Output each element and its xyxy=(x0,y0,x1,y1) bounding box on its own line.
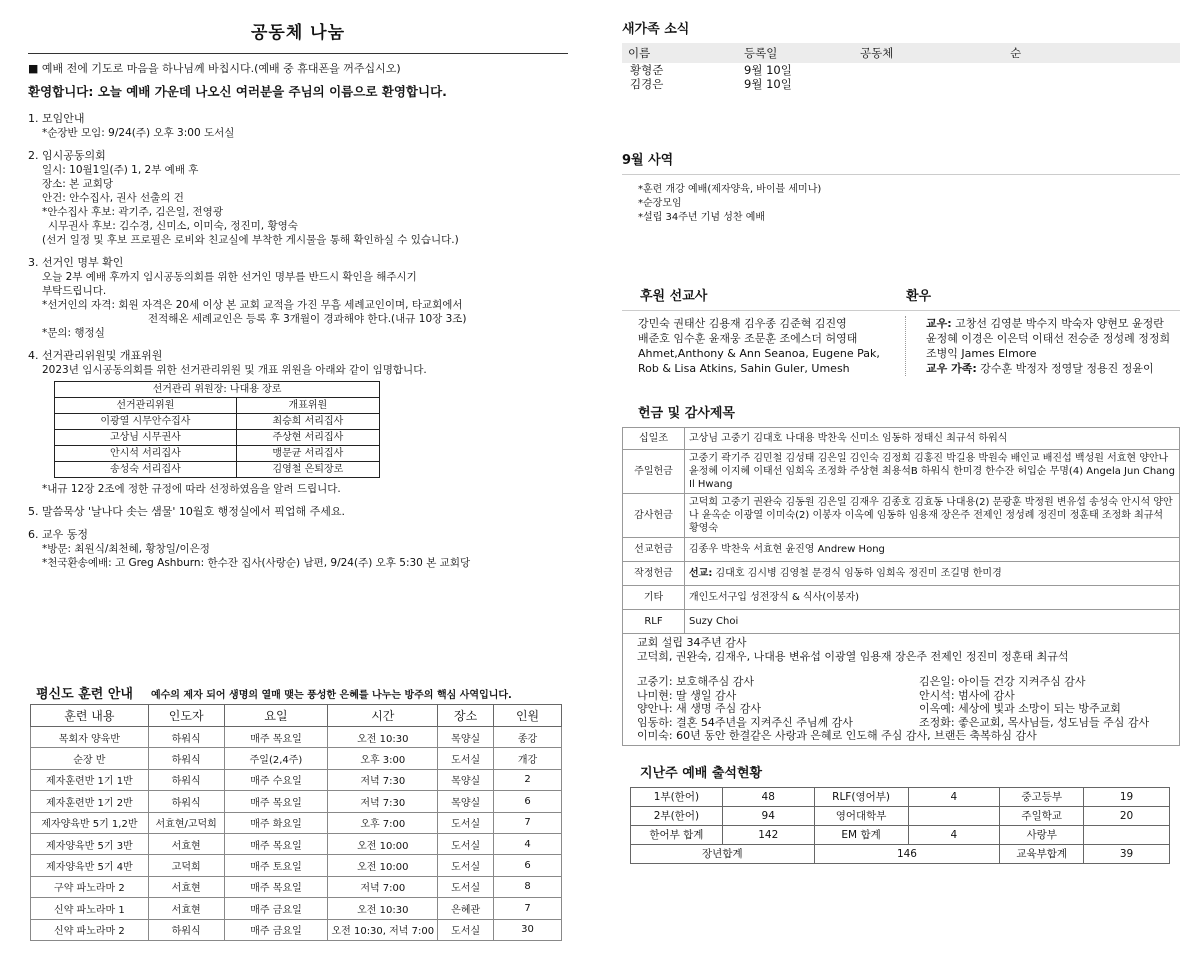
table-cell: 사랑부 xyxy=(1000,825,1084,844)
table-cell: 4 xyxy=(908,787,1000,806)
list-item: 배준호 임수훈 윤재웅 조문훈 조에스더 허영태 xyxy=(638,332,858,345)
thanks-names: 고덕희, 권완숙, 김재우, 나대용 변유섭 이광열 임용재 장은주 전제인 정진미 정훈태 최규석 xyxy=(637,649,1069,663)
newfam-title: 새가족 소식 xyxy=(622,22,690,37)
table-cell: 이광열 시무안수집사 xyxy=(55,414,237,430)
section-assembly xyxy=(28,149,568,247)
table-cell: 4 xyxy=(494,833,562,854)
table-row xyxy=(55,462,380,478)
section-election-committee xyxy=(28,349,568,496)
table-cell: 구약 파노라마 2 xyxy=(31,876,149,897)
table-cell: 매주 금요일 xyxy=(224,919,328,940)
table-row xyxy=(623,450,1180,494)
offerings-table xyxy=(622,427,1180,634)
table-cell: 고덕희 xyxy=(148,855,224,876)
table-row xyxy=(623,494,1180,538)
table-cell: 주일학교 xyxy=(1000,806,1084,825)
table-row xyxy=(631,825,1170,844)
training-col-header: 요일 xyxy=(224,705,328,727)
table-cell: 김영철 은퇴장로 xyxy=(236,462,379,478)
thanks-item: 임동하: 결혼 54주년을 지켜주신 주님께 감사 xyxy=(637,715,853,729)
table-cell: 서효현 xyxy=(148,898,224,919)
table-row xyxy=(55,446,380,462)
section-line: *천국환송예배: 고 Greg Ashburn: 한수잔 집사(사랑순) 남편, 9/24(주) 오후 5:30 본 교회당 xyxy=(42,557,471,569)
sept-list xyxy=(622,175,1180,233)
table-cell: 제자훈련반 1기 2반 xyxy=(31,791,149,812)
offer-text: 김종우 박찬욱 서효현 윤진영 Andrew Hong xyxy=(685,538,1180,562)
section-line: *안수집사 후보: 곽기주, 김은일, 전영광 xyxy=(42,206,223,218)
table-cell: 맹문균 서리집사 xyxy=(236,446,379,462)
training-col-header: 장소 xyxy=(438,705,494,727)
table-cell: 오후 3:00 xyxy=(328,748,438,769)
table-cell: 2부(한어) xyxy=(631,806,723,825)
training-header-row xyxy=(31,705,562,727)
election-table xyxy=(54,381,380,478)
table-cell: 오전 10:30 xyxy=(328,898,438,919)
right-column xyxy=(622,18,1180,864)
training-title: 평신도 훈련 안내 xyxy=(36,687,133,702)
table-cell: 오전 10:00 xyxy=(328,855,438,876)
table-cell: 2 xyxy=(494,769,562,790)
table-cell: 제자양육반 5기 3반 xyxy=(31,833,149,854)
table-cell: 20 xyxy=(1084,806,1170,825)
newfam-name: 황형준 xyxy=(630,63,664,77)
offer-label: 선교헌금 xyxy=(623,538,685,562)
table-cell: 목양실 xyxy=(438,727,494,748)
table-cell: 중고등부 xyxy=(1000,787,1084,806)
table-cell: 94 xyxy=(722,806,814,825)
section-heading: 3. 선거인 명부 확인 xyxy=(28,256,124,269)
offer-text: 고상님 고중기 김대호 나대용 박찬욱 신미소 임동하 정태신 최규석 하워식 xyxy=(685,428,1180,450)
missions-block xyxy=(622,285,906,310)
table-cell: 48 xyxy=(722,787,814,806)
welcome-text: 환영합니다: 오늘 예배 가운데 나오신 여러분을 주님의 이름으로 환영합니다. xyxy=(28,84,447,99)
table-cell xyxy=(1084,825,1170,844)
table-cell: 매주 목요일 xyxy=(224,727,328,748)
table-cell: 한어부 합계 xyxy=(631,825,723,844)
table-cell: EM 합계 xyxy=(814,825,908,844)
sick-title: 환우 xyxy=(906,289,932,304)
table-cell: 매주 화요일 xyxy=(224,812,328,833)
list-item: Rob & Lisa Atkins, Sahin Guler, Umesh xyxy=(638,362,850,375)
training-subtitle: 예수의 제자 되어 생명의 열매 맺는 풍성한 은혜를 나누는 방주의 핵심 사역입니다. xyxy=(150,690,512,701)
table-cell: 서효현/고덕희 xyxy=(148,812,224,833)
table-cell: 매주 목요일 xyxy=(224,833,328,854)
section-line: 오늘 2부 예배 후까지 임시공동의회를 위한 선거인 명부를 반드시 확인을 해주시기 xyxy=(42,271,417,283)
section-line: (선거 일정 및 후보 프로필은 로비와 친교실에 부착한 게시물을 통해 확인하실 수 있습니다.) xyxy=(42,234,459,246)
training-col-header: 인원 xyxy=(494,705,562,727)
missions-sick-section xyxy=(622,285,1180,310)
thanks-item: 이옥예: 세상에 빛과 소망이 되는 방주교회 xyxy=(919,702,1121,715)
table-cell: 종강 xyxy=(494,727,562,748)
table-cell: 주일(2,4주) xyxy=(224,748,328,769)
section-devotional xyxy=(28,505,568,519)
newfam-row xyxy=(622,63,1180,77)
table-cell: 목회자 양육반 xyxy=(31,727,149,748)
training-col-header: 시간 xyxy=(328,705,438,727)
offer-text: 고덕희 고중기 권완숙 김동원 김은일 김재우 김종호 김효동 나대용(2) 문광훈 박정원 변유섭 송성숙 안시석 양안나 윤옥순 이광열 이미숙(2) 이봉자 이옥예 임동하 임용재 장은주 전제인 정성례 정진미 정훈태 조정화 최규석 황영숙 xyxy=(685,494,1180,538)
offer-label: 작정헌금 xyxy=(623,562,685,586)
list-item: 조병익 James Elmore xyxy=(926,347,1037,360)
table-cell xyxy=(908,806,1000,825)
table-cell: 오후 7:00 xyxy=(328,812,438,833)
training-col-header: 훈련 내용 xyxy=(31,705,149,727)
election-col-header: 개표위원 xyxy=(236,398,379,414)
table-cell: 제자양육반 5기 1,2반 xyxy=(31,812,149,833)
table-cell: 순장 반 xyxy=(31,748,149,769)
thanks-grid xyxy=(637,675,1165,729)
newfam-header-row xyxy=(622,43,1180,63)
section-heading: 4. 선거관리위원및 개표위원 xyxy=(28,349,163,362)
offerings-title: 헌금 및 감사제목 xyxy=(638,406,735,421)
table-cell: 도서실 xyxy=(438,812,494,833)
table-cell: 도서실 xyxy=(438,833,494,854)
thanks-item: 조정화: 좋은교회, 목사님들, 성도님들 주심 감사 xyxy=(919,715,1150,729)
newfam-col-header: 공동체 xyxy=(860,46,894,60)
table-cell: 목양실 xyxy=(438,791,494,812)
table-cell: 7 xyxy=(494,898,562,919)
table-cell: 개강 xyxy=(494,748,562,769)
list-item: Ahmet,Anthony & Ann Seanoa, Eugene Pak, xyxy=(638,347,880,360)
table-cell: 매주 목요일 xyxy=(224,791,328,812)
thanks-item: 고중기: 보호해주심 감사 xyxy=(637,675,754,688)
table-cell: 하워식 xyxy=(148,748,224,769)
table-cell: 하워식 xyxy=(148,769,224,790)
newfam-row xyxy=(622,77,1180,91)
table-cell: 30 xyxy=(494,919,562,940)
table-cell: 4 xyxy=(908,825,1000,844)
sick-block xyxy=(906,285,1180,310)
table-cell: 6 xyxy=(494,791,562,812)
newfam-col-header: 순 xyxy=(1010,46,1022,60)
table-row xyxy=(31,919,562,940)
list-item: 강수훈 박정자 정영달 정용진 정윤이 xyxy=(976,362,1154,375)
training-col-header: 인도자 xyxy=(148,705,224,727)
attendance-table xyxy=(630,787,1170,864)
offer-text: 개인도서구입 성전장식 & 식사(이봉자) xyxy=(685,586,1180,610)
attendance-edu: 39 xyxy=(1084,844,1170,863)
section-line: *순장반 모임: 9/24(주) 오후 3:00 도서실 xyxy=(42,127,235,139)
table-row xyxy=(623,538,1180,562)
table-cell: 송성숙 서리집사 xyxy=(55,462,237,478)
section-member-news xyxy=(28,528,568,570)
table-cell: 매주 목요일 xyxy=(224,876,328,897)
table-row xyxy=(31,876,562,897)
left-column xyxy=(28,18,568,579)
offer-text: 고중기 곽기주 김민철 김성태 김은일 김인숙 김정희 김홍진 박길용 박원숙 배인교 배진섭 백성원 서효현 양안나 윤정혜 이지혜 이태선 임희옥 조정화 주상현 최용석B 하워식 한미경 한수잔 허입순 무명(4) Angela Jun Chang Il Hwang xyxy=(685,450,1180,494)
table-cell: 서효현 xyxy=(148,833,224,854)
section-heading: 6. 교우 동정 xyxy=(28,528,88,541)
table-row xyxy=(31,748,562,769)
table-cell: 19 xyxy=(1084,787,1170,806)
table-cell: 도서실 xyxy=(438,748,494,769)
list-item: 고창선 김영분 박수지 박숙자 양현모 윤정란 xyxy=(951,317,1164,330)
table-cell: 은혜관 xyxy=(438,898,494,919)
table-cell: 고상님 시무권사 xyxy=(55,430,237,446)
thanks-item: 안시석: 범사에 감사 xyxy=(919,688,1015,702)
section-line: *방문: 최원식/최천혜, 황창일/이은정 xyxy=(42,543,210,555)
missions-sick-body xyxy=(622,311,1180,376)
offer-sublabel: 선교: xyxy=(689,568,713,579)
table-cell: 영어대학부 xyxy=(814,806,908,825)
table-cell: 매주 수요일 xyxy=(224,769,328,790)
table-row xyxy=(623,562,1180,586)
page-title: 공동체 나눔 xyxy=(250,23,346,43)
notice: ■ 예배 전에 기도로 마음을 하나님께 바칩시다.(예배 중 휴대폰을 꺼주십시오) xyxy=(28,62,401,75)
table-row xyxy=(31,812,562,833)
offer-text: Suzy Choi xyxy=(685,610,1180,634)
table-cell: 최승희 서리집사 xyxy=(236,414,379,430)
thanks-item: 이미숙: 60년 동안 한결같은 사랑과 은혜로 인도해 주심 감사, 브랜든 축복하심 감사 xyxy=(637,729,1037,742)
table-cell: RLF(영어부) xyxy=(814,787,908,806)
table-row xyxy=(31,833,562,854)
title-divider xyxy=(28,53,568,54)
table-cell: 저녁 7:30 xyxy=(328,791,438,812)
table-cell: 오전 10:00 xyxy=(328,833,438,854)
thanks-heading: 교회 설립 34주년 감사 xyxy=(637,636,747,649)
list-item: *훈련 개강 예배(제자양육, 바이블 세미나) xyxy=(638,184,822,195)
table-row xyxy=(31,898,562,919)
thanks-box xyxy=(622,634,1180,746)
table-row xyxy=(31,855,562,876)
offer-text: 김대호 김시병 김영철 문경식 임동하 임희옥 정진미 조길명 한미경 xyxy=(712,568,1002,579)
attendance-edu-label: 교육부합계 xyxy=(1000,844,1084,863)
table-row xyxy=(31,727,562,748)
section-heading: 5. 말씀묵상 '날나다 솟는 샘물' 10월호 행정실에서 픽업해 주세요. xyxy=(28,505,346,518)
table-cell: 오전 10:30, 저녁 7:00 xyxy=(328,919,438,940)
section-voters xyxy=(28,256,568,340)
section-line: 일시: 10월1일(주) 1, 2부 예배 후 xyxy=(42,164,199,176)
table-cell: 7 xyxy=(494,812,562,833)
sept-title: 9월 사역 xyxy=(622,153,674,168)
table-cell: 오전 10:30 xyxy=(328,727,438,748)
election-col-header: 선거관리위원 xyxy=(55,398,237,414)
newfam-name: 김경은 xyxy=(630,77,664,91)
thanks-item: 김은일: 아이들 건강 지켜주심 감사 xyxy=(919,675,1086,688)
thanks-item: 양안나: 새 생명 주심 감사 xyxy=(637,702,761,715)
table-row xyxy=(623,586,1180,610)
section-line: 전적해온 세례교인은 등록 후 3개월이 경과해야 한다.(내규 10장 3조) xyxy=(148,313,467,325)
election-table-caption: 선거관리 위원장: 나대용 장로 xyxy=(55,382,380,398)
table-cell: 도서실 xyxy=(438,919,494,940)
newfam-col-header: 등록일 xyxy=(744,46,778,60)
table-cell: 매주 토요일 xyxy=(224,855,328,876)
training-table xyxy=(30,704,562,941)
offer-label: 감사헌금 xyxy=(623,494,685,538)
section-line: *내규 12장 2조에 정한 규정에 따라 선정하였음을 알려 드립니다. xyxy=(42,483,341,495)
offer-label: RLF xyxy=(623,610,685,634)
table-cell: 제자훈련반 1기 1반 xyxy=(31,769,149,790)
table-row xyxy=(631,806,1170,825)
table-cell: 1부(한어) xyxy=(631,787,723,806)
table-cell: 서효현 xyxy=(148,876,224,897)
section-line: 안건: 안수집사, 권사 선출의 건 xyxy=(42,192,184,204)
table-cell: 신약 파노라마 2 xyxy=(31,919,149,940)
offer-label: 주일헌금 xyxy=(623,450,685,494)
table-cell: 6 xyxy=(494,855,562,876)
section-line: 부탁드립니다. xyxy=(42,285,107,297)
table-cell: 8 xyxy=(494,876,562,897)
table-row xyxy=(631,787,1170,806)
attendance-title: 지난주 예배 출석현황 xyxy=(640,765,763,781)
newfam-date: 9월 10일 xyxy=(744,63,792,77)
table-row xyxy=(55,414,380,430)
section-heading: 1. 모임안내 xyxy=(28,112,85,125)
table-cell: 저녁 7:30 xyxy=(328,769,438,790)
table-cell: 신약 파노라마 1 xyxy=(31,898,149,919)
table-cell: 하워식 xyxy=(148,919,224,940)
list-item: *설립 34주년 기념 성찬 예배 xyxy=(638,212,766,223)
table-row xyxy=(55,430,380,446)
section-line: 시무권사 후보: 김수경, 신미소, 이미숙, 정진미, 황영숙 xyxy=(48,220,298,232)
missions-list xyxy=(622,316,906,376)
section-line: *선거인의 자격: 회원 자격은 20세 이상 본 교회 교적을 가진 무흠 세례교인이며, 타교회에서 xyxy=(42,299,463,311)
table-cell: 하워식 xyxy=(148,791,224,812)
table-cell: 목양실 xyxy=(438,769,494,790)
sick-label: 교우: xyxy=(926,317,952,330)
thanks-item: 나미현: 딸 생일 감사 xyxy=(637,688,737,702)
section-meeting xyxy=(28,112,568,140)
section-line: *문의: 행정실 xyxy=(42,327,105,339)
offer-label: 기타 xyxy=(623,586,685,610)
attendance-total-label: 장년합계 xyxy=(631,844,815,863)
table-cell: 안시석 서리집사 xyxy=(55,446,237,462)
training-header xyxy=(36,683,576,702)
section-line: 장소: 본 교회당 xyxy=(42,178,114,190)
table-cell: 142 xyxy=(722,825,814,844)
table-row xyxy=(31,791,562,812)
table-cell: 도서실 xyxy=(438,855,494,876)
table-cell: 저녁 7:00 xyxy=(328,876,438,897)
table-cell: 제자양육반 5기 4반 xyxy=(31,855,149,876)
offer-label: 십일조 xyxy=(623,428,685,450)
list-item: *순장모임 xyxy=(638,198,682,209)
table-row xyxy=(623,610,1180,634)
table-cell: 도서실 xyxy=(438,876,494,897)
list-item: 강민숙 권태산 김용재 김우종 김준혁 김진영 xyxy=(638,317,847,330)
table-row xyxy=(623,428,1180,450)
list-item: 윤정혜 이경은 이은덕 이태선 전승준 정성례 정정희 xyxy=(926,332,1171,345)
table-cell: 하워식 xyxy=(148,727,224,748)
sick-list xyxy=(906,316,1180,376)
section-line: 2023년 임시공동의회를 위한 선거관리위원 및 개표 위원을 아래와 같이 임명합니다. xyxy=(42,364,427,376)
newfam-date: 9월 10일 xyxy=(744,77,792,91)
table-cell: 매주 금요일 xyxy=(224,898,328,919)
missions-title: 후원 선교사 xyxy=(640,289,708,304)
section-heading: 2. 임시공동의회 xyxy=(28,149,106,162)
table-cell: 주상현 서리집사 xyxy=(236,430,379,446)
table-row xyxy=(631,844,1170,863)
attendance-total: 146 xyxy=(814,844,1000,863)
table-row xyxy=(31,769,562,790)
newfam-col-header: 이름 xyxy=(628,46,651,60)
sick-label: 교우 가족: xyxy=(926,362,977,375)
